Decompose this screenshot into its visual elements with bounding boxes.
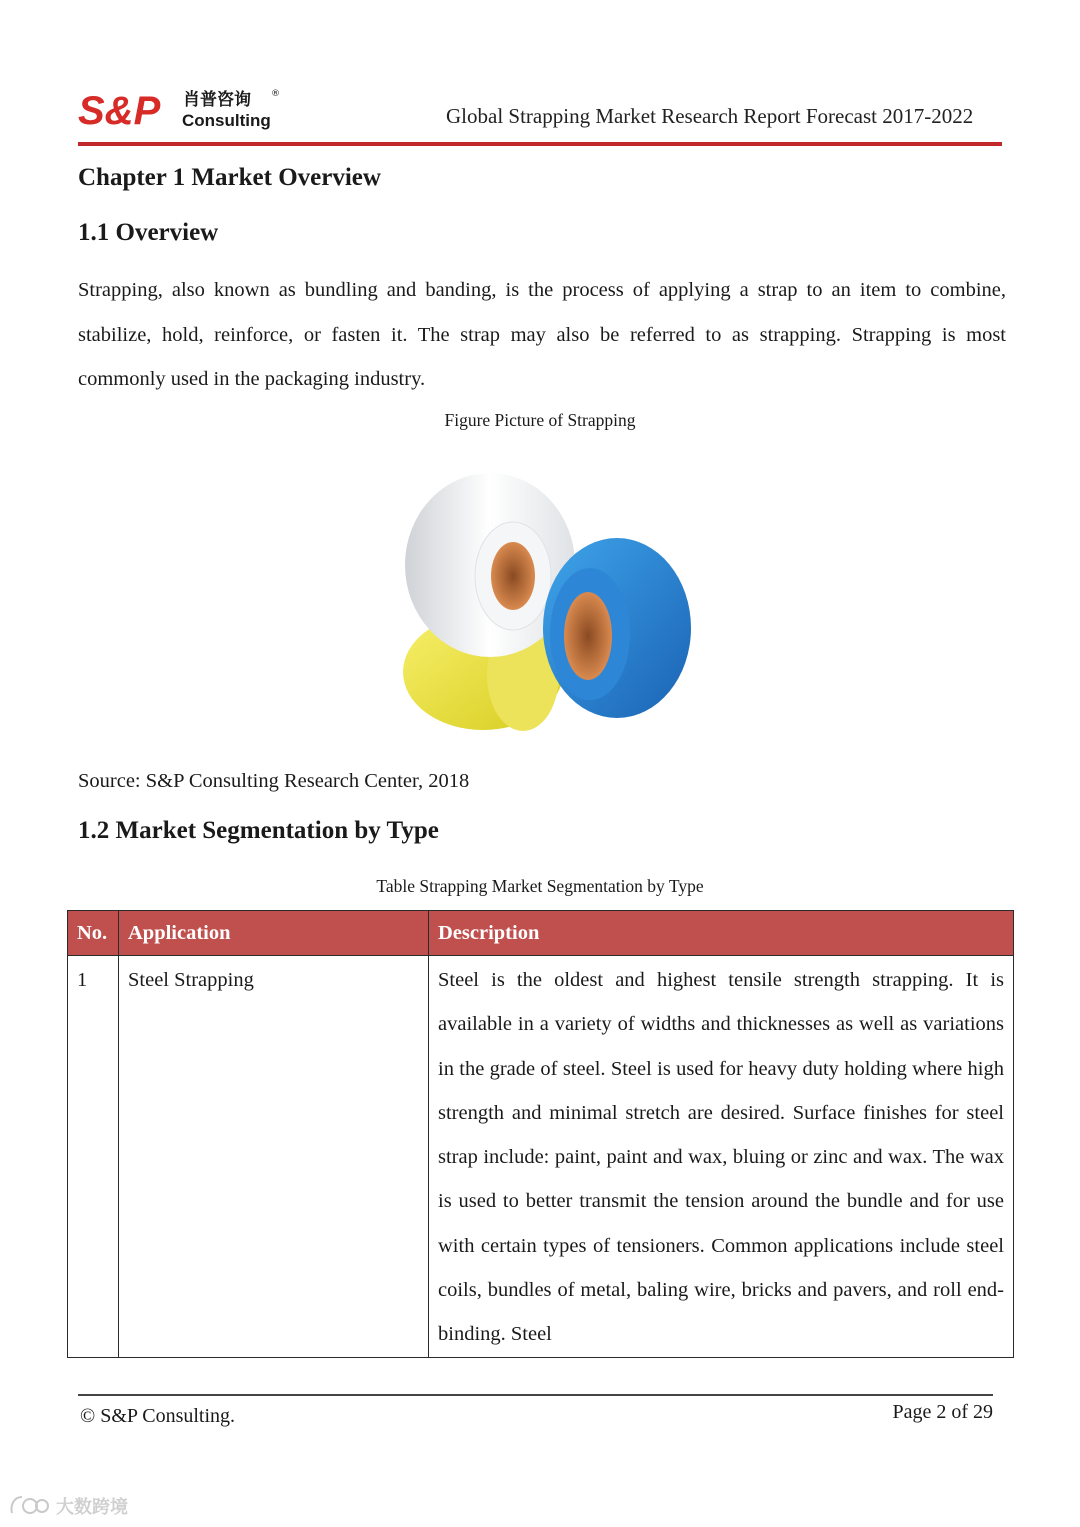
overview-paragraph: Strapping, also known as bundling and banding, is the process of applying a strap to an item to combine, stabilize, hold, reinforce, or fasten it. The strap may also be referred to as strapping. Strapping is most commonly used in the packaging industry.	[78, 279, 1006, 390]
column-header-application: Application	[119, 911, 429, 956]
table-header-row	[68, 911, 1014, 956]
watermark-logo-icon	[11, 1497, 48, 1513]
column-header-no: No.	[68, 911, 119, 956]
logo-brand: S&P	[78, 89, 161, 133]
table-row	[68, 956, 1014, 1358]
footer-page-number: Page 2 of 29	[892, 1401, 993, 1423]
company-logo	[78, 84, 288, 134]
section-heading-overview: 1.1 Overview	[78, 219, 219, 246]
logo-registered-mark: ®	[271, 89, 280, 99]
cell-no: 1	[68, 956, 119, 1358]
table-caption: Table Strapping Market Segmentation by Type	[376, 876, 704, 896]
watermark	[8, 1493, 148, 1519]
logo-chinese-name: 肖普咨询	[183, 90, 251, 110]
figure-source: Source: S&P Consulting Research Center, 2018	[78, 770, 470, 792]
report-title: Global Strapping Market Research Report Forecast 2017-2022	[446, 104, 974, 128]
column-header-description: Description	[429, 911, 1014, 956]
cell-description: Steel is the oldest and highest tensile strength strapping. It is available in a variety of widths and thicknesses as well as variations in the grade of steel. Steel is used for heavy duty holding where high strength and minimal stretch are desired. Surface finishes for steel strap include: paint, paint and wax, bluing or zinc and wax. The wax is used to better transmit the tension around the bundle and for use with certain types of tensioners. Common applications include steel coils, bundles of metal, baling wire, bricks and pavers, and roll end-binding. Steel	[429, 956, 1014, 1358]
section-heading-segmentation: 1.2 Market Segmentation by Type	[78, 817, 439, 844]
cell-application: Steel Strapping	[119, 956, 429, 1358]
footer-divider	[78, 1394, 993, 1396]
segmentation-table	[67, 910, 1014, 1358]
footer-copyright: © S&P Consulting.	[80, 1405, 236, 1427]
logo-subtitle: Consulting	[182, 111, 271, 130]
header-divider	[78, 142, 1002, 146]
figure-caption: Figure Picture of Strapping	[444, 410, 636, 430]
chapter-title: Chapter 1 Market Overview	[78, 164, 381, 191]
strapping-rolls-image	[395, 470, 695, 738]
watermark-text: 大数跨境	[56, 1497, 128, 1518]
sp-consulting-logo-icon	[78, 84, 288, 134]
